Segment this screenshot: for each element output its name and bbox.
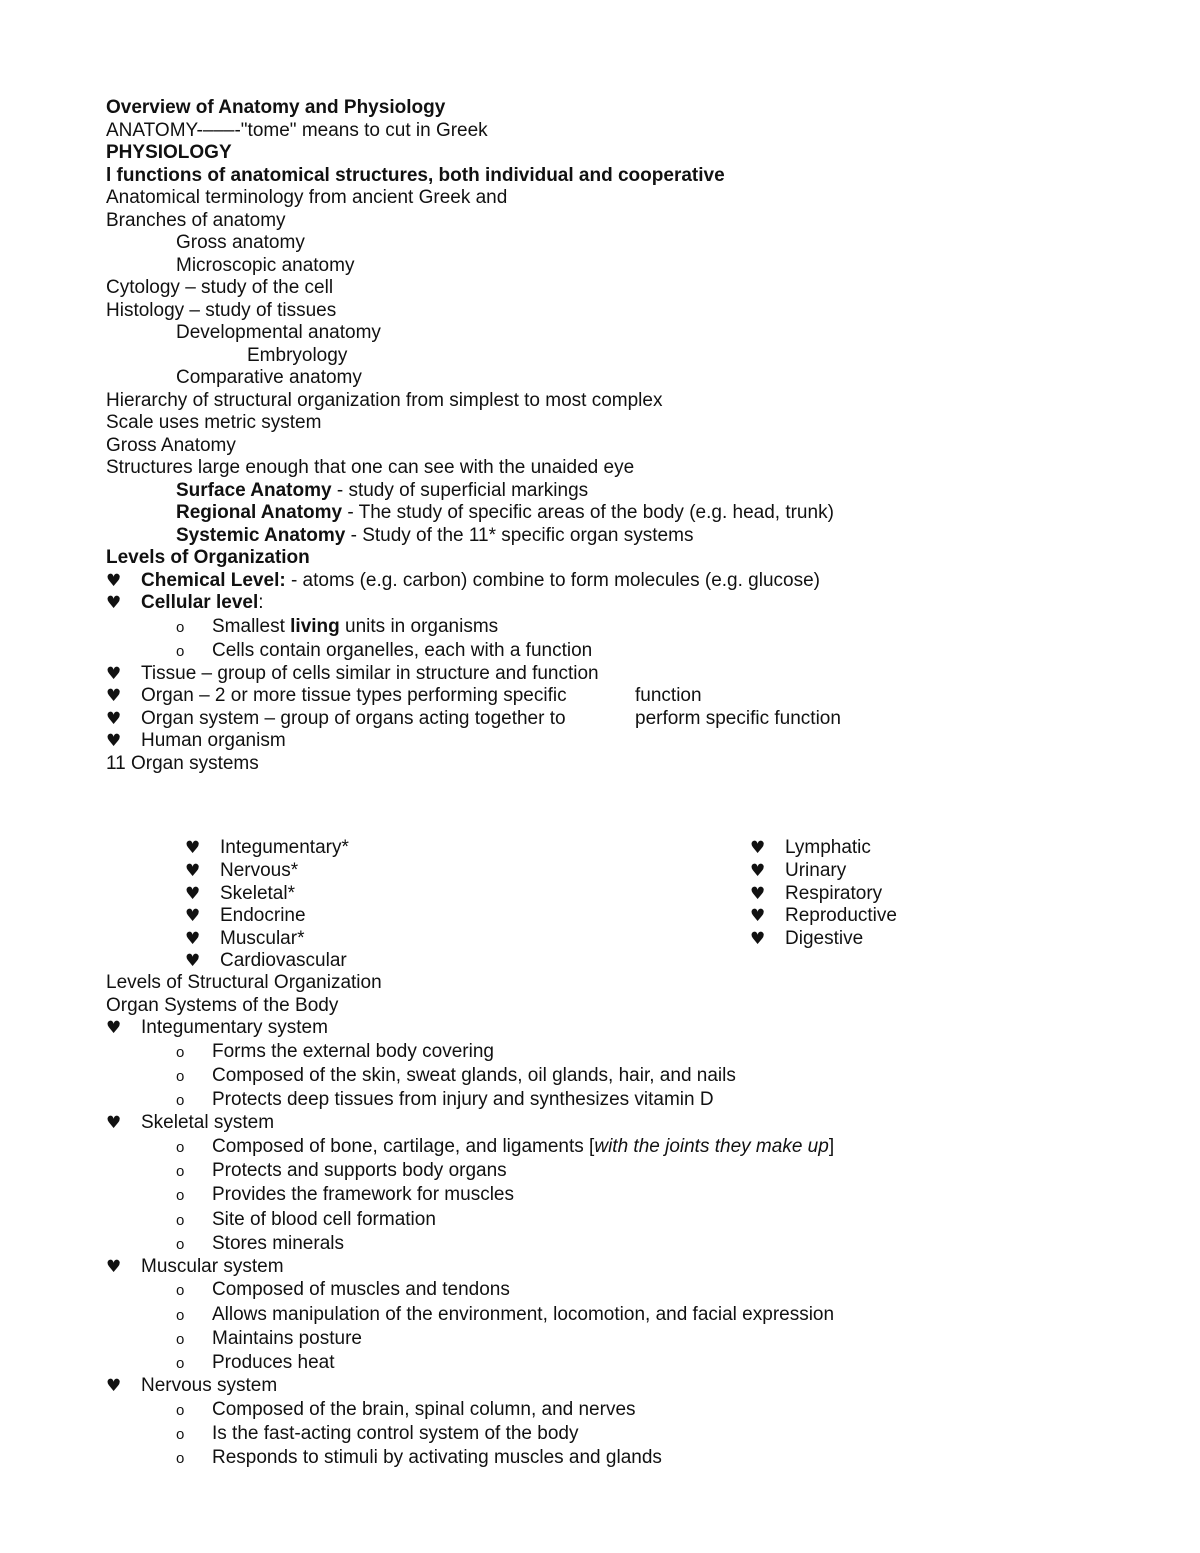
list-item	[106, 685, 1106, 708]
list-item	[106, 1208, 1106, 1232]
circle-bullet-icon: o	[176, 1330, 185, 1348]
circle-bullet-icon: o	[176, 1282, 185, 1300]
list-item	[106, 1351, 1106, 1375]
list-item	[106, 1064, 1106, 1088]
list-item	[750, 883, 897, 906]
sublist-text: Responds to stimuli by activating muscles and glands	[212, 1447, 662, 1468]
eleven-systems-line: 11 Organ systems	[106, 752, 259, 774]
branches-heading: Branches of anatomy	[106, 209, 286, 231]
document-page	[106, 97, 1106, 1470]
organ-systems-columns	[106, 837, 1106, 972]
organ-system-name: Urinary	[785, 859, 847, 881]
heart-bullet-icon: ♥	[750, 838, 766, 859]
circle-bullet-icon: o	[176, 1043, 185, 1061]
circle-bullet-icon: o	[176, 1163, 185, 1181]
list-item	[106, 1278, 1106, 1302]
circle-bullet-icon: o	[176, 1401, 185, 1419]
heart-bullet-icon: ♥	[106, 1018, 122, 1039]
list-item	[106, 1017, 1106, 1040]
heart-bullet-icon: ♥	[106, 593, 122, 613]
skeletal-system-label: Skeletal system	[141, 1112, 275, 1134]
systemic-anatomy-desc: - Study of the 11* specific organ systems	[345, 524, 694, 546]
list-item	[750, 928, 897, 951]
list-item	[106, 1040, 1106, 1064]
systemic-anatomy-term: Systemic Anatomy	[176, 524, 346, 546]
smallest-bold: living	[290, 615, 340, 637]
sublist-text: Is the fast-acting control system of the body	[212, 1422, 579, 1444]
organ-text: Organ – 2 or more tissue types performing specific	[141, 685, 567, 707]
comparative-anatomy-item: Comparative anatomy	[176, 367, 362, 388]
functions-line: l functions of anatomical structures, both individual and cooperative	[106, 164, 725, 186]
developmental-anatomy-item: Developmental anatomy	[176, 322, 381, 343]
systemic-anatomy-line	[106, 525, 1106, 548]
human-organism-text: Human organism	[141, 730, 286, 752]
circle-bullet-icon: o	[176, 1235, 185, 1253]
skeletal-first-pre: Composed of bone, cartilage, and ligaments [	[212, 1135, 595, 1157]
list-item	[106, 1256, 1106, 1279]
organ-system-name: Skeletal*	[220, 882, 295, 904]
list-item	[750, 905, 897, 928]
circle-bullet-icon: o	[176, 1450, 185, 1467]
list-item	[106, 1232, 1106, 1256]
cells-contain-text: Cells contain organelles, each with a function	[212, 639, 593, 661]
list-item	[106, 1112, 1106, 1135]
heart-bullet-icon: ♥	[106, 708, 122, 729]
circle-bullet-icon: o	[176, 1187, 185, 1205]
organ-system-name: Digestive	[785, 927, 864, 949]
list-item	[106, 730, 1106, 753]
heart-bullet-icon: ♥	[106, 663, 122, 684]
cytology-line: Cytology – study of the cell	[106, 277, 334, 298]
organ-systems-body-line: Organ Systems of the Body	[106, 994, 339, 1016]
list-item	[106, 1183, 1106, 1207]
sublist-text: Composed of muscles and tendons	[212, 1279, 510, 1301]
organ-system-name: Reproductive	[785, 905, 897, 927]
organ-system-name: Lymphatic	[785, 837, 871, 859]
regional-anatomy-term: Regional Anatomy	[176, 502, 343, 523]
circle-bullet-icon: o	[176, 1425, 185, 1443]
organ-systems-column-2	[750, 837, 897, 950]
list-item	[106, 1327, 1106, 1351]
heart-bullet-icon: ♥	[185, 860, 201, 881]
circle-bullet-icon: o	[176, 1211, 185, 1229]
list-item	[106, 570, 1106, 593]
list-item	[106, 1159, 1106, 1183]
gross-anatomy-heading: Gross Anatomy	[106, 434, 236, 456]
integumentary-sublist	[106, 1040, 1106, 1113]
organ-system-name: Cardiovascular	[220, 950, 347, 972]
heart-bullet-icon: ♥	[750, 860, 766, 881]
sublist-text: Composed of the brain, spinal column, and nerves	[212, 1398, 636, 1420]
list-item	[106, 1446, 1106, 1470]
chemical-level-desc: - atoms (e.g. carbon) combine to form molecules (e.g. glucose)	[285, 569, 821, 591]
heart-bullet-icon: ♥	[185, 883, 201, 904]
heart-bullet-icon: ♥	[185, 951, 201, 972]
organ-system-name: Muscular*	[220, 927, 305, 949]
cellular-level-colon: :	[258, 592, 264, 613]
circle-bullet-icon: o	[176, 1092, 185, 1110]
muscular-system-label: Muscular system	[141, 1255, 284, 1277]
sublist-text: Site of blood cell formation	[212, 1208, 436, 1230]
heart-bullet-icon: ♥	[185, 838, 201, 859]
list-item	[106, 592, 1106, 615]
structures-line: Structures large enough that one can see with the unaided eye	[106, 457, 635, 478]
tissue-text: Tissue – group of cells similar in structure and function	[141, 662, 599, 684]
microscopic-anatomy-item: Microscopic anatomy	[176, 254, 355, 276]
list-item	[185, 950, 349, 973]
circle-bullet-icon: o	[176, 1354, 185, 1372]
list-item	[106, 1088, 1106, 1112]
organ-system-name: Endocrine	[220, 905, 306, 927]
sublist-text: Stores minerals	[212, 1232, 344, 1254]
organ-system-name: Nervous*	[220, 859, 299, 881]
circle-bullet-icon: o	[176, 618, 185, 636]
nervous-system-label: Nervous system	[141, 1375, 278, 1397]
surface-anatomy-desc: - study of superficial markings	[331, 479, 589, 501]
physiology-heading: PHYSIOLOGY	[106, 142, 232, 163]
regional-anatomy-line	[106, 502, 1106, 525]
list-item	[106, 708, 1106, 731]
list-item	[106, 1375, 1106, 1398]
levels-structural-line: Levels of Structural Organization	[106, 972, 382, 994]
list-item	[185, 905, 349, 928]
organ-system-name: Integumentary*	[220, 837, 349, 859]
organ-system-name: Respiratory	[785, 882, 883, 904]
circle-bullet-icon: o	[176, 1138, 185, 1156]
nervous-sublist	[106, 1398, 1106, 1471]
heart-bullet-icon: ♥	[106, 731, 122, 752]
sublist-text: Provides the framework for muscles	[212, 1184, 514, 1206]
sublist-text: Maintains posture	[212, 1327, 362, 1349]
surface-anatomy-term: Surface Anatomy	[176, 479, 332, 501]
chemical-level-term: Chemical Level:	[141, 569, 286, 591]
circle-bullet-icon: o	[176, 642, 185, 660]
list-item	[750, 860, 897, 883]
smallest-post: units in organisms	[339, 615, 499, 637]
sublist-text: Forms the external body covering	[212, 1040, 494, 1062]
list-item	[106, 1398, 1106, 1422]
skeletal-first-post: ]	[828, 1135, 835, 1157]
organ-system-text: Organ system – group of organs acting together to	[141, 707, 566, 729]
embryology-item: Embryology	[247, 344, 348, 366]
list-item	[106, 639, 1106, 663]
cellular-level-term: Cellular level	[141, 592, 259, 613]
list-item	[185, 860, 349, 883]
anatomy-line: ANATOMY-–––-"tome" means to cut in Greek	[106, 119, 488, 141]
skeletal-sublist	[106, 1159, 1106, 1256]
scale-line: Scale uses metric system	[106, 412, 322, 433]
terminology-line: Anatomical terminology from ancient Greek and	[106, 187, 508, 208]
heart-bullet-icon: ♥	[185, 906, 201, 927]
integumentary-system-label: Integumentary system	[141, 1017, 328, 1039]
regional-anatomy-desc: - The study of specific areas of the body (e.g. head, trunk)	[342, 502, 834, 523]
circle-bullet-icon: o	[176, 1306, 185, 1324]
circle-bullet-icon: o	[176, 1068, 185, 1086]
levels-heading: Levels of Organization	[106, 547, 310, 568]
heart-bullet-icon: ♥	[185, 928, 201, 949]
list-item	[185, 928, 349, 951]
list-item	[106, 1303, 1106, 1327]
heart-bullet-icon: ♥	[106, 570, 122, 591]
smallest-pre: Smallest	[212, 615, 291, 637]
surface-anatomy-line	[106, 480, 1106, 503]
sublist-text: Protects and supports body organs	[212, 1160, 507, 1182]
list-item	[106, 1422, 1106, 1446]
list-item	[106, 1135, 1106, 1159]
heart-bullet-icon: ♥	[106, 686, 122, 707]
gross-anatomy-item: Gross anatomy	[176, 232, 305, 253]
skeletal-first-italic: with the joints they make up	[594, 1135, 829, 1157]
heart-bullet-icon: ♥	[750, 906, 766, 927]
muscular-sublist	[106, 1278, 1106, 1375]
sublist-text: Allows manipulation of the environment, locomotion, and facial expression	[212, 1303, 835, 1325]
list-item	[106, 663, 1106, 686]
list-item	[106, 615, 1106, 639]
heart-bullet-icon: ♥	[750, 928, 766, 949]
organ-systems-column-1	[185, 837, 349, 973]
document-title: Overview of Anatomy and Physiology	[106, 97, 446, 118]
sublist-text: Produces heat	[212, 1351, 335, 1373]
list-item	[185, 837, 349, 860]
list-item	[185, 883, 349, 906]
heart-bullet-icon: ♥	[106, 1376, 122, 1397]
hierarchy-line: Hierarchy of structural organization from simplest to most complex	[106, 389, 663, 411]
organ-text-continued: function	[635, 685, 702, 707]
heart-bullet-icon: ♥	[106, 1256, 122, 1277]
organ-system-text-continued: perform specific function	[635, 707, 841, 729]
heart-bullet-icon: ♥	[750, 883, 766, 904]
sublist-text: Composed of the skin, sweat glands, oil glands, hair, and nails	[212, 1065, 736, 1087]
histology-line: Histology – study of tissues	[106, 299, 337, 321]
list-item	[750, 837, 897, 860]
heart-bullet-icon: ♥	[106, 1113, 122, 1134]
sublist-text: Protects deep tissues from injury and synthesizes vitamin D	[212, 1089, 714, 1111]
